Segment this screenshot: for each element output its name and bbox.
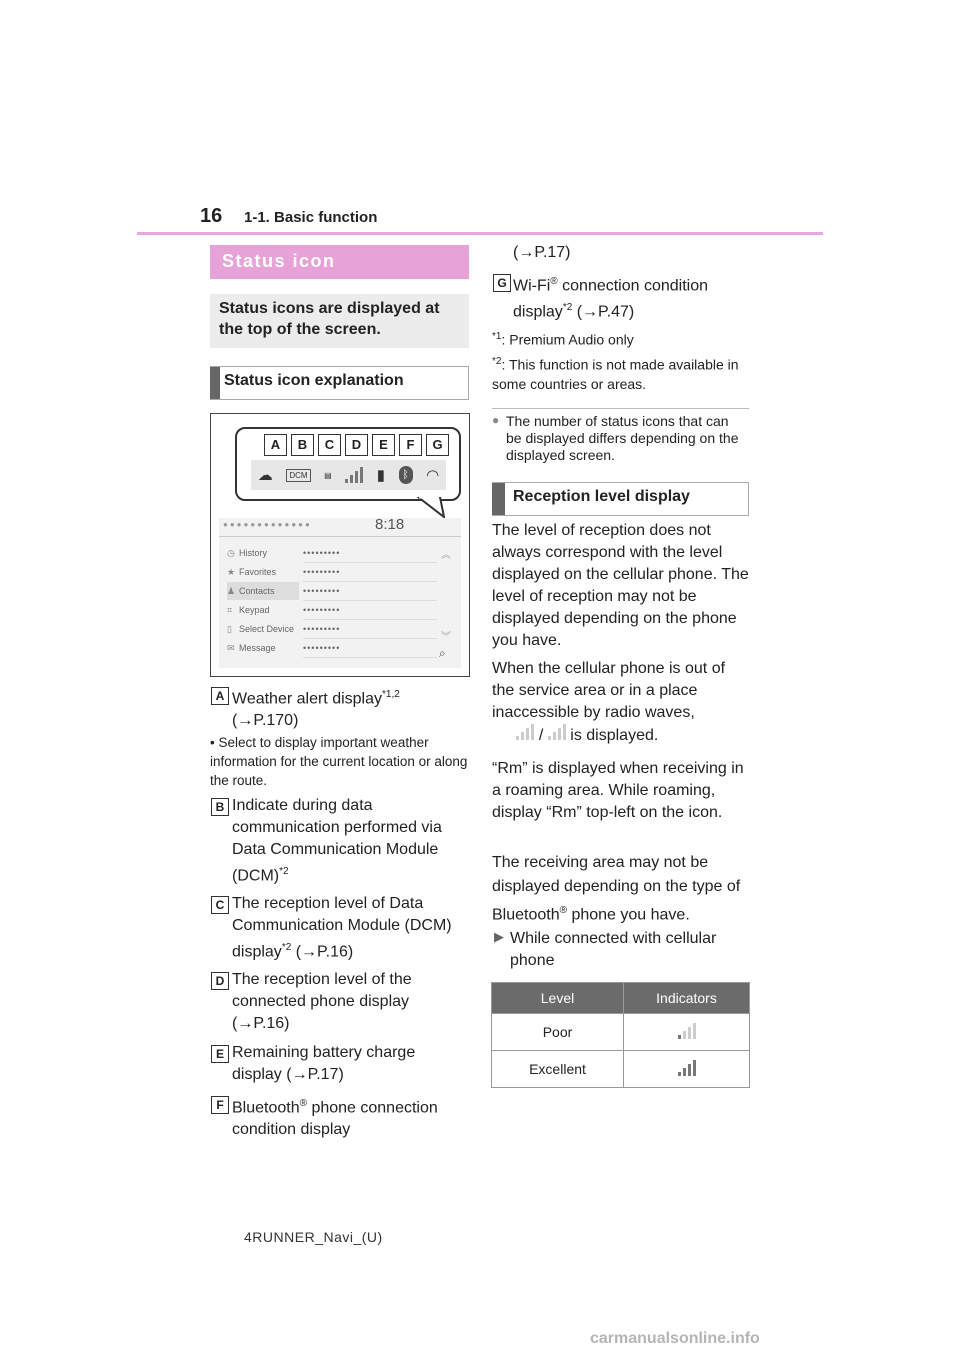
list-item[interactable]: ••••••••• xyxy=(303,601,437,620)
label-f: F xyxy=(211,1096,229,1114)
table-cell-level: Poor xyxy=(492,1014,624,1051)
label-e: E xyxy=(211,1045,229,1063)
table-header-level: Level xyxy=(492,983,624,1014)
table-header-indicators: Indicators xyxy=(624,983,750,1014)
status-callout xyxy=(235,427,461,501)
divider xyxy=(492,408,749,409)
menu-item-contacts[interactable]: ♟ Contacts xyxy=(227,582,299,600)
scroll-up-icon[interactable]: ︽ xyxy=(441,550,451,561)
star-icon: ★ xyxy=(227,567,236,577)
list-item[interactable]: ••••••••• xyxy=(303,620,437,639)
table-header-row xyxy=(492,983,750,1014)
clock-icon: ◷ xyxy=(227,548,235,558)
intro-box: Status icons are displayed at the top of the screen. xyxy=(210,294,469,348)
search-icon[interactable]: ⌕ xyxy=(439,646,446,660)
screen-clock: 8:18 xyxy=(375,516,405,533)
list-item[interactable]: ••••••••• xyxy=(303,639,437,658)
para-out-of-area: When the cellular phone is out of the service area or in a place inaccessible by radio waves, / is displayed. xyxy=(492,660,726,744)
list-item[interactable]: ••••••••• xyxy=(303,563,437,582)
table-row xyxy=(492,1051,750,1088)
reception-level-heading: Reception level display xyxy=(492,482,749,516)
para-roaming: “Rm” is displayed when receiving in a roaming area. While roaming, display “Rm” top-left on the icon. xyxy=(492,760,744,821)
dcm-communication-icon: DCM xyxy=(286,469,310,482)
item-g-text: Wi-Fi® connection condition display$^{*2}$ (→P.47) xyxy=(513,276,709,321)
footnote-1: $^{*1}$: Premium Audio only xyxy=(492,331,634,348)
item-e-text: Remaining battery charge display (→P.17) xyxy=(232,1044,416,1083)
excellent-signal-icon xyxy=(678,1060,696,1076)
header-rule xyxy=(137,232,823,235)
weather-alert-icon: ☁ xyxy=(257,467,273,484)
no-dcm-signal-icon xyxy=(548,724,566,740)
status-screen-figure xyxy=(210,413,470,677)
table-cell-level: Excellent xyxy=(492,1051,624,1088)
para-bluetooth: The receiving area may not be displayed depending on the type of Bluetooth® phone you have. xyxy=(492,854,741,924)
phone-signal-icon xyxy=(345,467,363,483)
menu-item-keypad[interactable]: ⌗ Keypad xyxy=(227,601,299,619)
table-row xyxy=(492,1014,750,1051)
status-icon-strip xyxy=(251,460,446,490)
list-item[interactable]: ••••••••• xyxy=(303,544,437,563)
item-b-text: Indicate during data communication performed via Data Communication Module (DCM)$^{*2}$ xyxy=(232,797,442,885)
scroll-down-icon[interactable]: ︾ xyxy=(441,632,451,643)
navi-screen xyxy=(219,518,461,668)
message-icon: ✉ xyxy=(227,643,235,653)
menu-item-select-device[interactable]: ▯ Select Device xyxy=(227,620,299,638)
label-d: D xyxy=(211,972,229,990)
weather-note: • Select to display important weather information for the current location or along the route. xyxy=(210,735,468,788)
battery-icon: ▮ xyxy=(376,467,385,484)
section-title: 1-1. Basic function xyxy=(244,209,378,226)
label-c: C xyxy=(211,896,229,914)
list-item[interactable]: ••••••••• xyxy=(303,582,437,601)
no-signal-icon xyxy=(516,724,534,740)
device-icon: ▯ xyxy=(227,624,232,634)
footnote-2: $^{*2}$: This function is not made available in some countries or areas. xyxy=(492,356,739,392)
item-c-text: The reception level of Data Communication Module (DCM) display$^{*2}$ (→P.16) xyxy=(232,895,452,961)
wifi-icon: ◠ xyxy=(426,467,440,484)
item-a-text: Weather alert display$^{*1,2}$ (→P.170) xyxy=(232,689,400,730)
item-f-ref: (→P.17) xyxy=(513,244,571,261)
status-icon-banner: Status icon xyxy=(210,245,469,279)
label-g: G xyxy=(493,274,511,292)
item-d-text: The reception level of the connected phone display (→P.16) xyxy=(232,971,412,1032)
watermark: carmanualsonline.info xyxy=(590,1330,760,1347)
status-icon-explanation-heading: Status icon explanation xyxy=(210,366,469,400)
label-b: B xyxy=(211,798,229,816)
poor-signal-icon xyxy=(678,1023,696,1039)
item-f-text: Bluetooth® phone connection condition display xyxy=(232,1098,438,1139)
screen-status-dots: ●●●●●●●●●●●●● xyxy=(223,520,312,529)
bullet-icon: ● xyxy=(492,413,500,427)
table-cell-indicator xyxy=(624,1051,750,1088)
menu-item-history[interactable]: ◷ History xyxy=(227,544,299,562)
label-a: A xyxy=(211,687,229,705)
page-number: 16 xyxy=(200,205,223,227)
callout-pointer xyxy=(416,497,446,519)
keypad-icon: ⌗ xyxy=(227,605,233,615)
arrow-item: While connected with cellular phone xyxy=(510,930,717,969)
callout-letters: A B C D E F G xyxy=(264,434,449,456)
arrow-bullet-icon: ▶ xyxy=(494,929,504,944)
table-cell-indicator xyxy=(624,1014,750,1051)
menu-item-message[interactable]: ✉ Message xyxy=(227,639,299,657)
menu-item-favorites[interactable]: ★ Favorites xyxy=(227,563,299,581)
person-icon: ♟ xyxy=(227,586,236,596)
footer-model: 4RUNNER_Navi_(U) xyxy=(244,1229,383,1245)
bullet-note: The number of status icons that can be displayed differs depending on the displayed screen. xyxy=(506,413,739,463)
para-reception: The level of reception does not always correspond with the level displayed on the cellular phone. The level of reception may not be displayed depending on the phone you have. xyxy=(492,522,749,649)
reception-table xyxy=(491,982,750,1088)
dcm-signal-icon: ▤ xyxy=(324,470,332,480)
bluetooth-icon: ᛒ xyxy=(399,466,413,484)
